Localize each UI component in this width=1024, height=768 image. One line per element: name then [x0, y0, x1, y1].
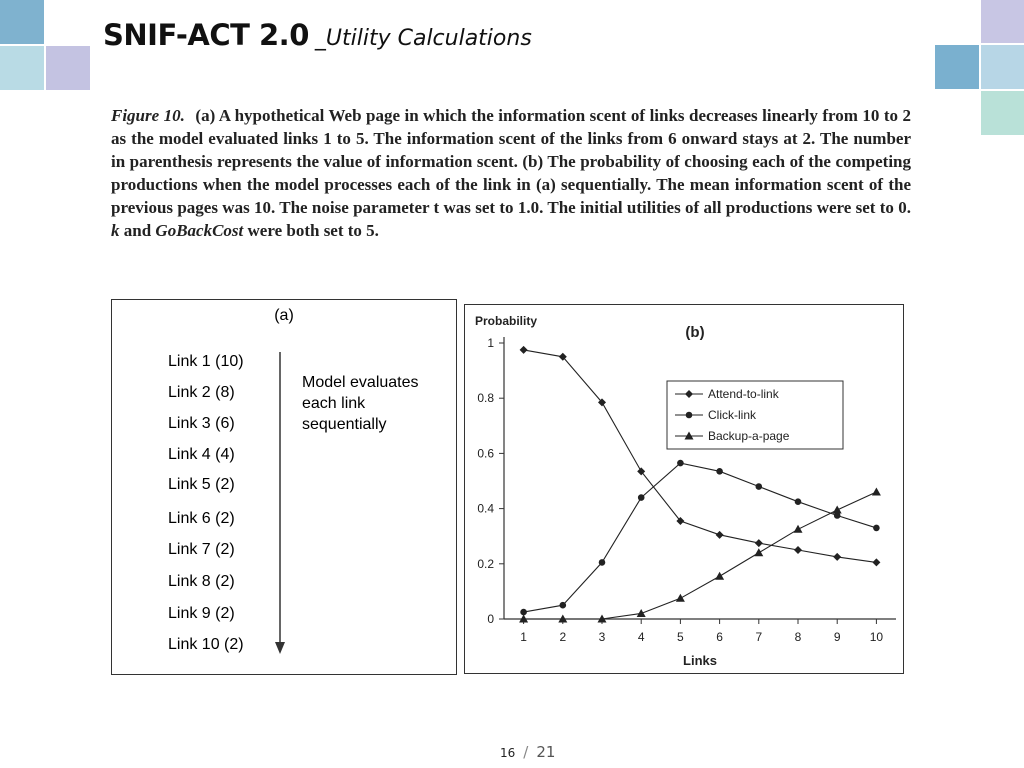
link-item-3: Link 3 (6): [168, 415, 235, 432]
caption-k: k: [111, 221, 120, 240]
model-note-line-3: sequentially: [302, 416, 387, 433]
caption-text-2: were both set to 5.: [247, 221, 379, 240]
caption-text-1: (a) A hypothetical Web page in which the information scent of links decreases linearly from 10 to 2 as the model evaluated links 1 to 5. The information scent of the links from 6 onward stays at 2. The number in parenthesis represents the value of information scent. (b) The probability of choosing each of the competing productions when the model processes each of the link in (a) sequentially. The mean information scent of the previous pages was 10. The noise parameter t was set to 1.0. The initial utilities of all productions were set to 0.: [111, 106, 911, 217]
page-separator: /: [523, 743, 529, 761]
panel-a: [111, 299, 457, 675]
data-point-attend-to-link: [833, 553, 841, 561]
data-point-click-link: [795, 498, 802, 505]
legend-label-backup-a-page: Backup-a-page: [708, 429, 790, 443]
link-item-8: Link 8 (2): [168, 573, 235, 590]
data-point-backup-a-page: [676, 594, 685, 602]
x-axis-label: Links: [683, 653, 717, 668]
page-number: [500, 743, 555, 761]
link-item-6: Link 6 (2): [168, 510, 235, 527]
slide-title: [103, 18, 532, 52]
link-item-5: Link 5 (2): [168, 476, 235, 493]
y-axis-label: Probability: [475, 314, 538, 328]
down-arrow-icon: [272, 350, 288, 656]
data-point-click-link: [638, 494, 645, 501]
deco-square: [981, 0, 1024, 43]
x-tick-label: 6: [716, 630, 723, 644]
x-tick-label: 2: [559, 630, 567, 644]
deco-square: [0, 0, 44, 44]
x-tick-label: 10: [869, 630, 884, 644]
deco-square: [0, 46, 44, 90]
link-item-10: Link 10 (2): [168, 636, 244, 653]
figure-caption: [111, 104, 911, 242]
x-tick-label: 7: [755, 630, 763, 644]
deco-square: [46, 46, 90, 90]
x-tick-label: 8: [794, 630, 802, 644]
data-point-click-link: [716, 468, 723, 475]
deco-square: [981, 45, 1024, 89]
data-point-click-link: [520, 609, 527, 616]
y-tick-label: 0.6: [477, 446, 494, 461]
panel-b: [464, 304, 904, 674]
data-point-click-link: [599, 559, 606, 566]
link-item-9: Link 9 (2): [168, 605, 235, 622]
x-tick-label: 4: [637, 630, 645, 644]
data-point-backup-a-page: [754, 548, 763, 556]
data-point-attend-to-link: [520, 346, 528, 354]
data-point-backup-a-page: [833, 505, 842, 513]
link-item-2: Link 2 (8): [168, 384, 235, 401]
data-point-backup-a-page: [637, 609, 646, 617]
x-tick-label: 9: [833, 630, 841, 644]
x-tick-label: 5: [677, 630, 684, 644]
data-point-backup-a-page: [794, 525, 803, 533]
panel-b-label: (b): [685, 324, 705, 341]
page-current: 16: [500, 746, 516, 760]
legend-label-click-link: Click-link: [708, 408, 756, 422]
model-note-line-1: Model evaluates: [302, 374, 419, 391]
model-note-line-2: each link: [302, 395, 366, 412]
panel-a-label: (a): [274, 307, 294, 324]
data-point-attend-to-link: [872, 558, 880, 566]
page-total: 21: [536, 743, 556, 761]
link-item-4: Link 4 (4): [168, 446, 235, 463]
link-item-7: Link 7 (2): [168, 541, 235, 558]
data-point-attend-to-link: [755, 539, 763, 547]
y-tick-label: 0.8: [477, 391, 494, 406]
data-point-click-link: [873, 525, 880, 532]
legend-marker-click-link: [686, 412, 693, 419]
title-main: SNIF-ACT 2.0: [103, 18, 309, 52]
y-tick-label: 0.2: [477, 556, 494, 571]
link-item-1: Link 1 (10): [168, 353, 244, 370]
data-point-attend-to-link: [794, 546, 802, 554]
caption-label: Figure 10.: [111, 106, 185, 125]
legend-label-attend-to-link: Attend-to-link: [708, 387, 779, 401]
y-tick-label: 0.4: [477, 501, 494, 516]
series-line-click-link: [524, 463, 877, 612]
y-tick-label: 0: [487, 612, 494, 626]
probability-chart: [465, 305, 905, 675]
y-tick-label: 1: [487, 336, 494, 350]
data-point-click-link: [560, 602, 567, 609]
caption-and: and: [123, 221, 152, 240]
data-point-backup-a-page: [872, 488, 881, 496]
x-tick-label: 1: [520, 630, 527, 644]
deco-square: [981, 91, 1024, 135]
deco-square: [935, 45, 979, 89]
data-point-backup-a-page: [715, 572, 724, 580]
data-point-attend-to-link: [716, 531, 724, 539]
x-tick-label: 3: [598, 630, 606, 644]
title-subtitle: _Utility Calculations: [314, 26, 532, 51]
data-point-click-link: [677, 460, 684, 467]
data-point-click-link: [756, 483, 763, 490]
caption-gobackcost: GoBackCost: [155, 221, 244, 240]
model-note: [302, 372, 452, 435]
